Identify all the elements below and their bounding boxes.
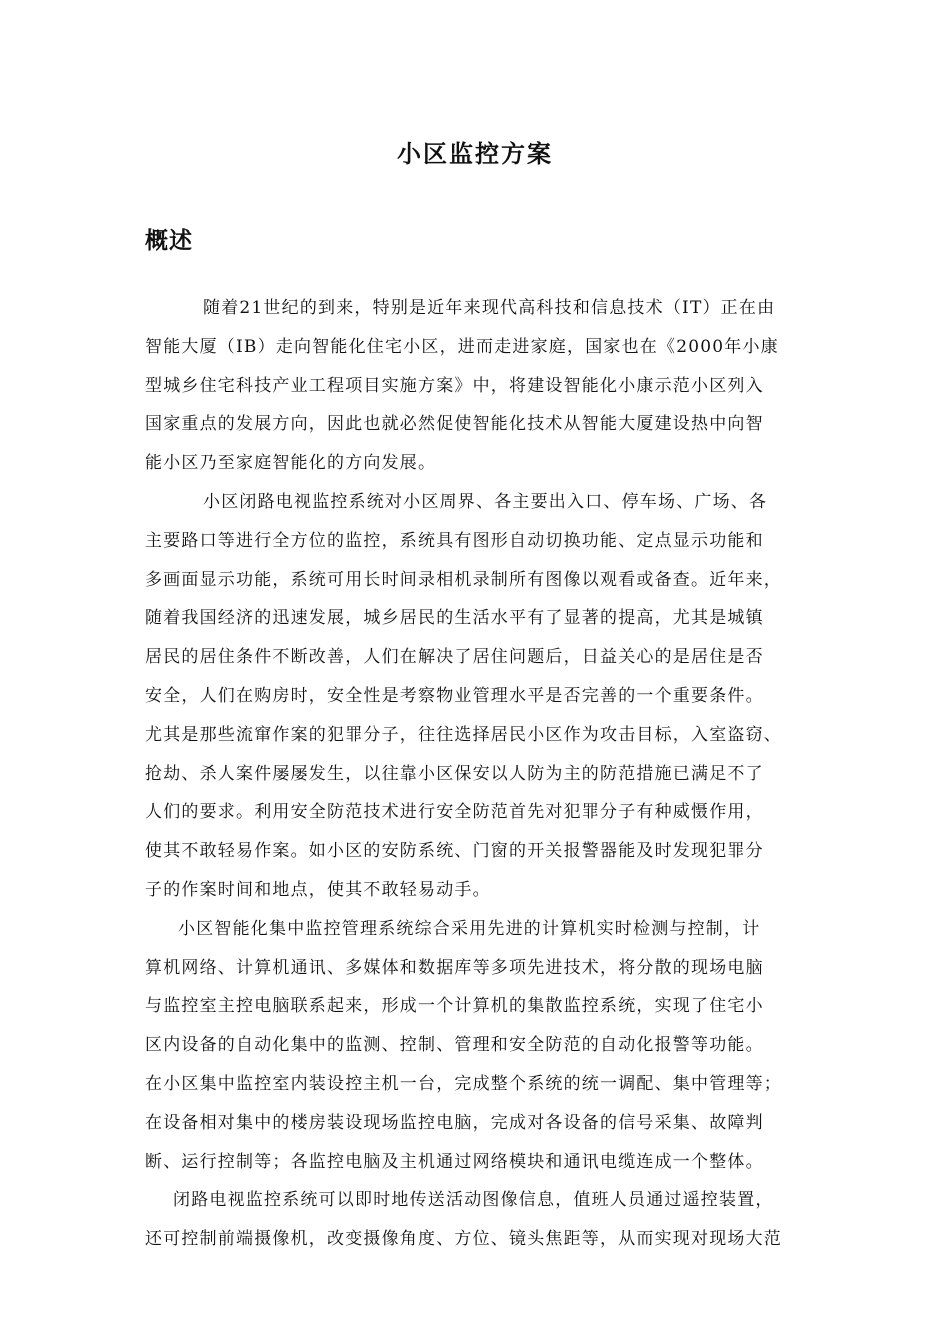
paragraph-line: 断、运行控制等；各监控电脑及主机通过网络模块和通讯电缆连成一个整体。 bbox=[145, 1151, 764, 1172]
paragraph-line: 随着21世纪的到来，特别是近年来现代高科技和信息技术（IT）正在由 bbox=[203, 298, 776, 318]
paragraph-line: 使其不敢轻易作案。如小区的安防系统、门窗的开关报警器能及时发现犯罪分 bbox=[145, 841, 764, 862]
section-heading: 概述 bbox=[145, 227, 193, 254]
paragraph-line: 随着我国经济的迅速发展，城乡居民的生活水平有了显著的提高，尤其是城镇 bbox=[145, 608, 764, 629]
document-title: 小区监控方案 bbox=[397, 139, 553, 168]
paragraph-line: 区内设备的自动化集中的监测、控制、管理和安全防范的自动化报警等功能。 bbox=[145, 1035, 764, 1056]
paragraph-line: 型城乡住宅科技产业工程项目实施方案》中，将建设智能化小康示范小区列入 bbox=[145, 375, 764, 396]
paragraph-line: 在设备相对集中的楼房装设现场监控电脑，完成对各设备的信号采集、故障判 bbox=[145, 1112, 764, 1133]
paragraph-line: 与监控室主控电脑联系起来，形成一个计算机的集散监控系统，实现了住宅小 bbox=[145, 996, 764, 1017]
paragraph-line: 居民的居住条件不断改善，人们在解决了居住问题后，日益关心的是居住是否 bbox=[145, 647, 764, 668]
body-text bbox=[145, 289, 825, 1259]
paragraph-line: 算机网络、计算机通讯、多媒体和数据库等多项先进技术，将分散的现场电脑 bbox=[145, 957, 764, 978]
paragraph-line: 智能大厦（IB）走向智能化住宅小区，进而走进家庭，国家也在《2000年小康 bbox=[145, 336, 779, 357]
paragraph-line: 子的作案时间和地点，使其不敢轻易动手。 bbox=[145, 879, 491, 900]
paragraph-line: 抢劫、杀人案件屡屡发生，以往靠小区保安以人防为主的防范措施已满足不了 bbox=[145, 763, 764, 784]
paragraph-line: 小区智能化集中监控管理系统综合采用先进的计算机实时检测与控制，计 bbox=[178, 918, 761, 939]
paragraph-line: 小区闭路电视监控系统对小区周界、各主要出入口、停车场、广场、各 bbox=[203, 491, 768, 512]
paragraph-line: 在小区集中监控室内装设控主机一台，完成整个系统的统一调配、集中管理等； bbox=[145, 1073, 782, 1094]
paragraph-line: 能小区乃至家庭智能化的方向发展。 bbox=[145, 453, 437, 474]
paragraph-line: 还可控制前端摄像机，改变摄像角度、方位、镜头焦距等，从而实现对现场大范 bbox=[145, 1229, 782, 1250]
paragraph-line: 国家重点的发展方向，因此也就必然促使智能化技术从智能大厦建设热中向智 bbox=[145, 414, 764, 435]
paragraph-line: 人们的要求。利用安全防范技术进行安全防范首先对犯罪分子有种威慑作用， bbox=[145, 802, 764, 823]
paragraph-line: 安全，人们在购房时，安全性是考察物业管理水平是否完善的一个重要条件。 bbox=[145, 685, 764, 706]
paragraph-line: 主要路口等进行全方位的监控，系统具有图形自动切换功能、定点显示功能和 bbox=[145, 530, 764, 551]
paragraph-line: 多画面显示功能，系统可用长时间录相机录制所有图像以观看或备查。近年来， bbox=[145, 569, 782, 590]
paragraph-line: 尤其是那些流窜作案的犯罪分子，往往选择居民小区作为攻击目标，入室盗窃、 bbox=[145, 724, 782, 745]
paragraph-line: 闭路电视监控系统可以即时地传送活动图像信息，值班人员通过遥控装置， bbox=[173, 1190, 774, 1211]
